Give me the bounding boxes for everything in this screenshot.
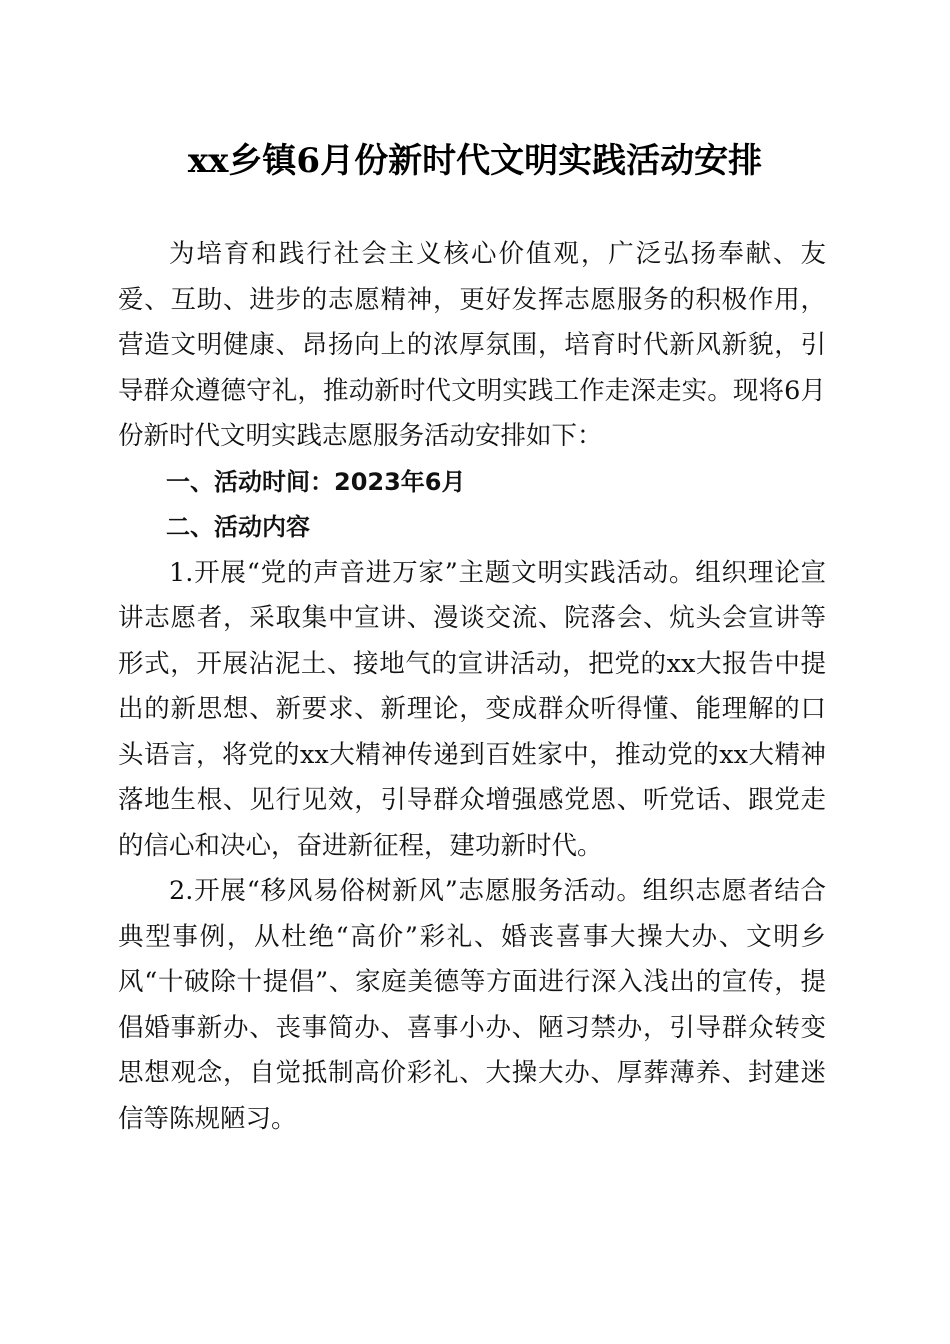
section-heading-time: 一、活动时间：2023年6月	[166, 467, 466, 496]
document-title: xx乡镇6月份新时代文明实践活动安排	[187, 141, 763, 181]
activity-item-2: 2.开展“移风易俗树新风”志愿服务活动。组织志愿者结合典型事例，从杜绝“高价”彩礼、婚丧喜事大操大办、文明乡风“十破除十提倡”、家庭美德等方面进行深入浅出的宣传，提倡婚事新办、丧事简办、喜事小办、陋习禁办，引导群众转变思想观念，自觉抵制高价彩礼、大操大办、厚葬薄养、封建迷信等陈规陋习。	[118, 876, 826, 1134]
intro-paragraph: 为培育和践行社会主义核心价值观，广泛弘扬奉献、友爱、互助、进步的志愿精神，更好发挥志愿服务的积极作用，营造文明健康、昂扬向上的浓厚氛围，培育时代新风新貌，引导群众遵德守礼，推动新时代文明实践工作走深走实。现将6月份新时代文明实践志愿服务活动安排如下：	[118, 239, 826, 451]
activity-item-1: 1.开展“党的声音进万家”主题文明实践活动。组织理论宣讲志愿者，采取集中宣讲、漫谈交流、院落会、炕头会宣讲等形式，开展沾泥土、接地气的宣讲活动，把党的xx大报告中提出的新思想、新要求、新理论，变成群众听得懂、能理解的口头语言，将党的xx大精神传递到百姓家中，推动党的xx大精神落地生根、见行见效，引导群众增强感党恩、听党话、跟党走的信心和决心，奋进新征程，建功新时代。	[118, 557, 826, 861]
section-heading-content: 二、活动内容	[166, 513, 310, 541]
document-body	[118, 232, 826, 1142]
